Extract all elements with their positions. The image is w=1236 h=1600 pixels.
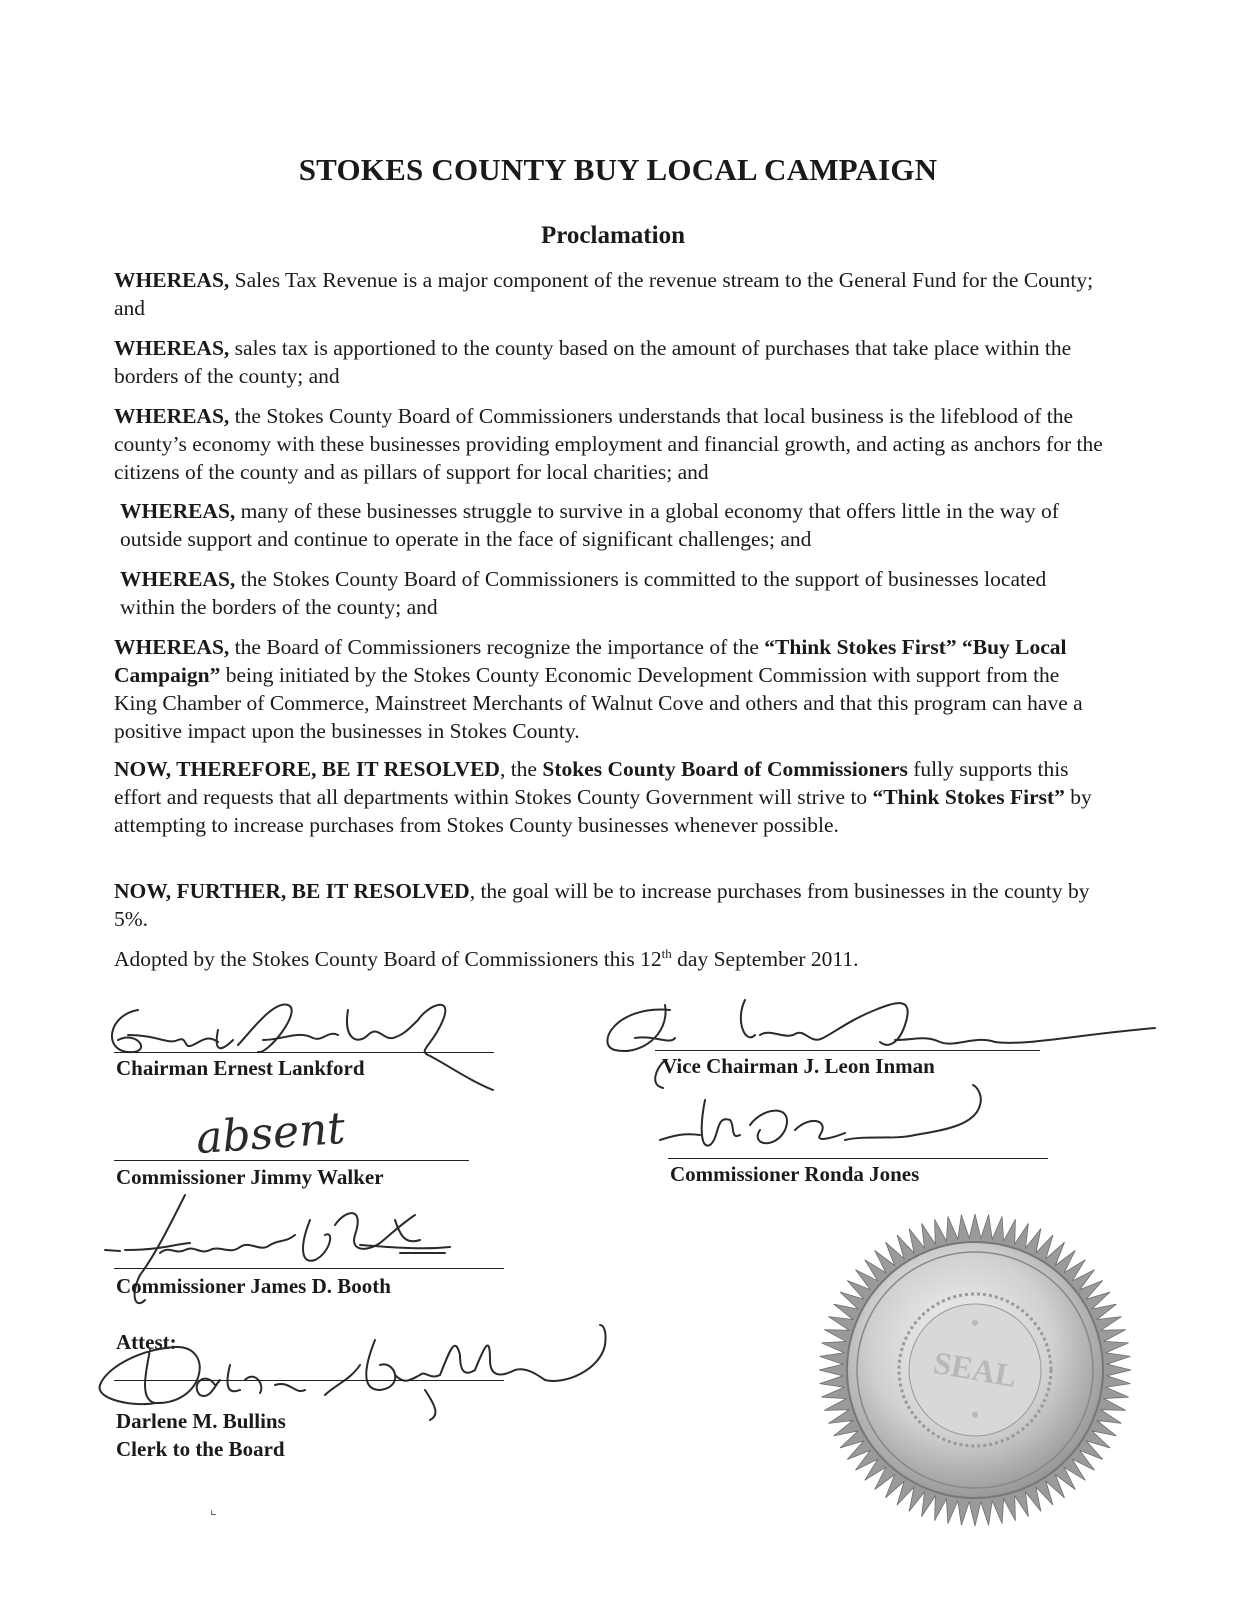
absent-note: absent (194, 1102, 347, 1165)
whereas-lead: WHEREAS, (114, 336, 230, 360)
svg-text:•: • (971, 1402, 979, 1427)
whereas-paragraph-1 (114, 266, 1114, 322)
chairman-signature-label: Chairman Ernest Lankford (116, 1056, 365, 1080)
walker-signature-label: Commissioner Jimmy Walker (116, 1165, 384, 1189)
document-subtitle: Proclamation (541, 222, 685, 249)
chairman-signature-icon (98, 990, 498, 1100)
whereas-paragraph-5 (120, 565, 1105, 621)
whereas-text: many of these businesses struggle to survive in a global economy that offers little in the way of outside support and continue to operate in the face of significant challenges; and (120, 499, 1059, 551)
whereas-lead: WHEREAS, (120, 499, 236, 523)
resolved-text: by attempting to increase purchases from Stokes County businesses whenever possible. (114, 785, 1092, 837)
whereas-paragraph-2 (114, 334, 1114, 390)
attest-label: Attest: (116, 1330, 177, 1354)
resolved-text: fully supports this effort and requests that all departments within Stokes County Government will strive to (114, 757, 1069, 809)
buy-local-campaign-phrase: “Buy Local Campaign” (114, 635, 1067, 687)
county-seal-icon (815, 1210, 1135, 1530)
whereas-paragraph-6 (114, 633, 1099, 745)
signature-line (668, 1158, 1048, 1159)
adopted-text: day September 2011. (671, 947, 859, 971)
signature-line (114, 1052, 494, 1053)
resolved-lead: NOW, THEREFORE, BE IT RESOLVED (114, 757, 500, 781)
whereas-text: being initiated by the Stokes County Economic Development Commission with support from the King Chamber of Commerce, Mainstreet Merchants of Walnut Cove and others and that this program can have a positive impact upon the businesses in Stokes County. (114, 663, 1083, 743)
vice-chairman-signature-label: Vice Chairman J. Leon Inman (662, 1054, 935, 1078)
clerk-name: Darlene M. Bullins (116, 1409, 286, 1433)
ordinal-suffix: th (661, 945, 672, 961)
document-title: STOKES COUNTY BUY LOCAL CAMPAIGN (298, 152, 938, 187)
signature-line (655, 1050, 1040, 1051)
whereas-paragraph-4 (120, 497, 1110, 553)
svg-text:•: • (971, 1310, 979, 1335)
think-stokes-first-phrase: “Think Stokes First” (764, 635, 957, 659)
resolved-paragraph-1 (114, 755, 1114, 839)
jones-signature-label: Commissioner Ronda Jones (670, 1162, 920, 1186)
whereas-text: the Stokes County Board of Commissioners is committed to the support of businesses located within the borders of the county; and (120, 567, 1047, 619)
whereas-lead: WHEREAS, (114, 635, 230, 659)
adopted-text: Adopted by the Stokes County Board of Commissioners this 12 (114, 947, 662, 971)
scan-mark: ⌞ (210, 1503, 217, 1518)
signature-line (114, 1380, 504, 1381)
whereas-lead: WHEREAS, (114, 404, 230, 428)
whereas-text: Sales Tax Revenue is a major component of the revenue stream to the General Fund for the County; and (114, 268, 1094, 320)
whereas-lead: WHEREAS, (114, 268, 230, 292)
think-stokes-first-phrase: “Think Stokes First” (872, 785, 1065, 809)
resolved-text: , the (499, 757, 543, 781)
whereas-paragraph-3 (114, 402, 1114, 486)
adopted-statement (114, 945, 1114, 973)
booth-signature-label: Commissioner James D. Booth (116, 1274, 391, 1298)
jones-signature-icon (655, 1085, 995, 1165)
resolved-lead: NOW, FURTHER, BE IT RESOLVED (114, 879, 470, 903)
signature-line (114, 1268, 504, 1269)
whereas-text: sales tax is apportioned to the county based on the amount of purchases that take place within the borders of the county; and (114, 336, 1072, 388)
whereas-text: the Stokes County Board of Commissioners understands that local business is the lifeblood of the county’s economy with these businesses providing employment and financial growth, and acting as anchors for the citizens of the county and as pillars of support for local charities; and (114, 404, 1103, 484)
resolved-paragraph-2 (114, 877, 1114, 933)
board-name-phrase: Stokes County Board of Commissioners (542, 757, 908, 781)
seal-center-text: SEAL (930, 1344, 1020, 1394)
whereas-text: the Board of Commissioners recognize the importance of the (229, 635, 765, 659)
clerk-title: Clerk to the Board (116, 1437, 285, 1461)
whereas-lead: WHEREAS, (120, 567, 236, 591)
resolved-text: , the goal will be to increase purchases from businesses in the county by 5%. (114, 879, 1090, 931)
signature-line (114, 1160, 469, 1161)
